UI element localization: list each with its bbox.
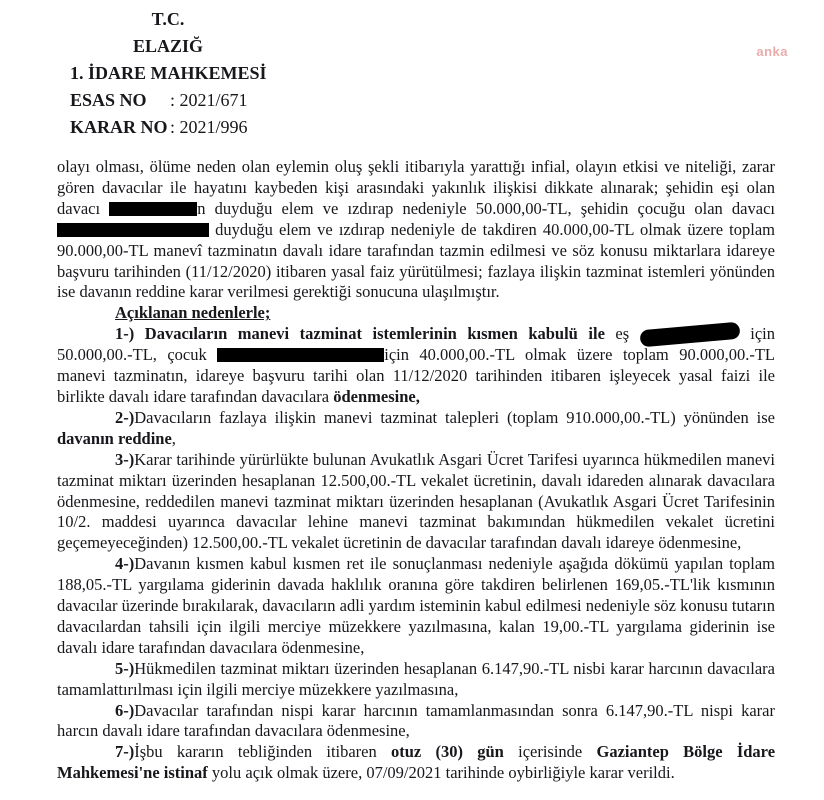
reasons-heading — [57, 303, 775, 324]
text-run: 3-) — [115, 449, 135, 469]
text-run: n duyduğu elem ve ızdırap nedeniyle 50.000,00-TL, şehidin çocuğu olan davacı — [197, 198, 775, 218]
ruling-item-5 — [57, 659, 775, 701]
text-run: 4-) — [115, 554, 135, 574]
ruling-item-4 — [57, 554, 775, 659]
ruling-item-7 — [57, 742, 775, 784]
karar-no-label: KARAR NO — [70, 117, 168, 137]
court-name-line: 1. İDARE MAHKEMESİ — [70, 63, 267, 83]
text-run: için 50.000,00.-TL, çocuk — [57, 324, 775, 365]
tc-line: T.C. — [151, 9, 185, 29]
ruling-item-6 — [57, 701, 775, 743]
text-run: otuz (30) gün — [391, 742, 504, 762]
text-run: eş — [615, 324, 640, 344]
text-run: yolu açık olmak üzere, 07/09/2021 tarihinde oybirliğiyle karar verildi. — [207, 763, 675, 783]
text-run: davanın reddine — [57, 428, 172, 448]
text-run: Davanın kısmen kabul kısmen ret ile sonuçlanması nedeniyle aşağıda dökümü yapılan toplam 188,05.-TL yargılama giderinin davada haklılık oranına göre takdiren belirlenen 169,05.-TL'lik kısmının davacılar üzerinde bırakılarak, davacıların adli yardım isteminin kabul edilmesi nedeniyle söz konusu tutarın davacılardan tahsili için ilgili merciye müzekkere yazılmasına, kalan 19,00.-TL yargılama giderinin ise davalı idare tarafından davacılara ödenmesine, — [57, 554, 775, 657]
text-run: duyduğu elem ve ızdırap nedeniyle de takdiren 40.000,00-TL olmak üzere toplam 90.000,00-TL manevî tazminatın davalı idare tarafından tazmin edilmesi ve söz konusu miktarlara idareye başvuru tarihinden (11/12/2020) itibaren yasal faiz yürütülmesi; fazlaya ilişkin tazminat istemleri yönünden ise davanın reddine karar verilmesi gerektiği sonucuna ulaşılmıştır. — [57, 219, 775, 302]
redaction-bar — [57, 223, 209, 237]
continuation-paragraph — [57, 157, 775, 303]
redaction-bar — [217, 348, 384, 362]
document-body — [57, 157, 775, 784]
text-run: ödenmesine, — [333, 386, 420, 406]
text-run: 7-) — [115, 742, 135, 762]
karar-no-value: : 2021/996 — [170, 117, 248, 137]
text-run: , — [171, 428, 176, 448]
document-header — [70, 6, 824, 141]
anka-watermark: anka — [756, 44, 788, 59]
text-run: Gaziantep Bölge İdare Mahkemesi'ne istinaf — [57, 742, 776, 783]
text-run: İşbu kararın tebliğinden itibaren — [134, 742, 392, 762]
esas-no-row — [70, 87, 824, 114]
redaction-bar — [639, 322, 740, 348]
text-run: 5-) — [115, 658, 135, 678]
text-run: Karar tarihinde yürürlükte bulunan Avukatlık Asgari Ücret Tarifesi uyarınca hükmedilen manevi tazminat miktarı üzerinden hesaplanan 12.500,00.-TL vekalet ücretinin, davalı idareden alınarak davacılara ödenmesine, reddedilen manevi tazminat miktarı üzerinden hesaplanan (Avukatlık Asgari Ücret Tarifesinin 10/2. maddesi uyarınca davacılar lehine manevi tazminat bakımından hükmedilen vekalet ücretini geçemeyeceğinden) 12.500,00.-TL vekalet ücretinin de davacılar tarafından davalı idareye ödenmesine, — [57, 449, 775, 553]
ruling-item-1 — [57, 324, 775, 408]
ruling-item-3 — [57, 450, 775, 555]
city-line: ELAZIĞ — [132, 36, 204, 56]
karar-no-row — [70, 114, 824, 141]
text-run: 1-) Davacıların manevi tazminat istemlerinin kısmen kabulü ile — [115, 324, 616, 344]
esas-no-label: ESAS NO — [70, 90, 147, 110]
text-run: Hükmedilen tazminat miktarı üzerinden hesaplanan 6.147,90.-TL nisbi karar harcının davacılara tamamlattırılması için ilgili merciye müzekkere yazılmasına, — [57, 658, 775, 699]
text-run: için 40.000,00.-TL olmak üzere toplam 90.000,00.-TL manevi tazminatın, idareye başvuru tarihi olan 11/12/2020 tarihinden itibaren işleyecek yasal faizi ile birlikte davalı idare tarafından davacılara — [57, 345, 776, 406]
text-run: Davacıların fazlaya ilişkin manevi tazminat talepleri (toplam 910.000,00.-TL) yönünden ise — [134, 407, 775, 427]
text-run: olayı olması, ölüme neden olan eylemin oluş şekli itibarıyla yarattığı infial, olayın etkisi ve niteliği, zarar gören davacılar ile hayatını kaybeden kişi arasındaki yakınlık ilişkisi dikkate alınarak; şehidin eşi olan davacı — [57, 157, 775, 218]
ruling-item-2 — [57, 408, 775, 450]
esas-no-value: : 2021/671 — [170, 90, 248, 110]
redaction-bar — [109, 202, 197, 216]
text-run: Davacılar tarafından nispi karar harcının tamamlanmasından sonra 6.147,90.-TL nispi karar harcın davalı idare tarafından davacılara ödenmesine, — [57, 700, 775, 741]
text-run: 2-) — [115, 407, 135, 427]
text-run: 6-) — [115, 700, 135, 720]
text-run: Açıklanan nedenlerle; — [115, 303, 271, 323]
text-run: içerisinde — [503, 742, 597, 762]
